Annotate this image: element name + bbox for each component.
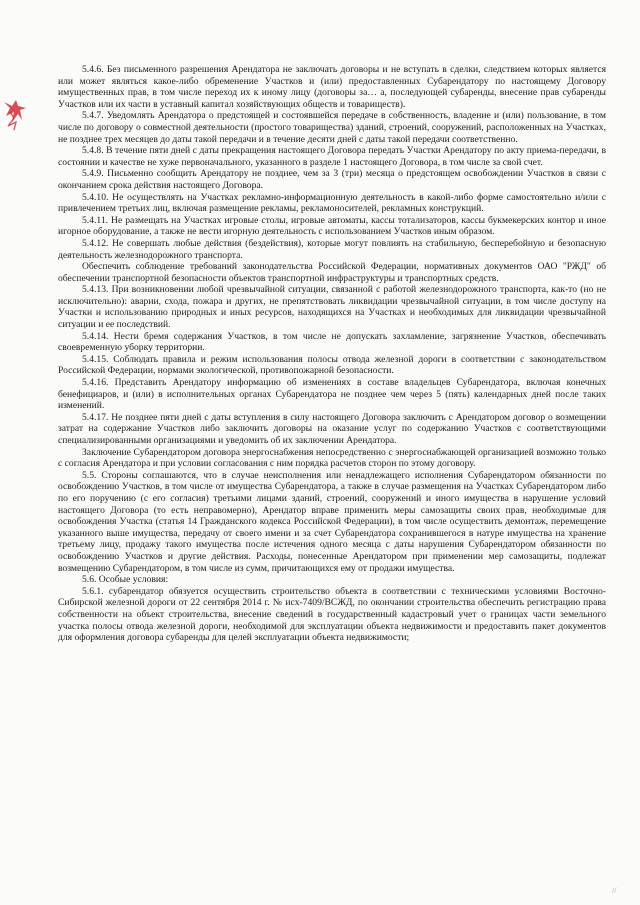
clause-5-6-1: 5.6.1. субарендатор обязуется осуществить строительство объекта в соответствии с техническими условиями Восточно-Сибирской железной дороги от 22 сентября 2014 г. № исх-7409/ВСЖД, по окончании строительства обеспечить регистрацию права собственности на объект строительства, внесение сведений в государственный кадастровый учет о границах части земельного участка полосы отвода железной дороги, необходимой для эксплуатации объекта недвижимости и предоставить пакет документов для оформления договора субаренды для целей эксплуатации объекта недвижимости; xyxy=(58,585,606,644)
clause-5-4-16: 5.4.16. Представить Арендатору информацию об изменениях в составе владельцев Субарендатора, включая конечных бенефициаров, и (или) в исполнительных органах Субарендатора не позднее чем через 5 (пять) календарных дней после таких изменений. xyxy=(58,377,606,412)
clause-5-4-11: 5.4.11. Не размещать на Участках игровые столы, игровые автоматы, кассы тотализаторов, кассы букмекерских контор и иное игорное оборудование, а также не вести игорную деятельность с использованием Участков иным образом. xyxy=(58,214,606,238)
clause-5-4-17: 5.4.17. Не позднее пяти дней с даты вступления в силу настоящего Договора заключить с Арендатором договор о возмещении затрат на содержание Участков либо заключить договоры на оказание услуг по содержанию Участков с соответствующими специализированными организациями и уведомить об их заключении Арендатора. xyxy=(58,411,606,446)
document-body xyxy=(58,64,606,644)
red-stamp-fragment-icon xyxy=(0,98,28,134)
corner-mark: // xyxy=(612,886,617,895)
energy-supply-paragraph: Заключение Субарендатором договора энергоснабжения непосредственно с энергоснабжающей организацией возможно только с согласия Арендатора и при условии согласования с ним порядка расчетов сторон по этому договору. xyxy=(58,446,606,470)
clause-5-4-10: 5.4.10. Не осуществлять на Участках рекламно-информационную деятельность в какой-либо форме самостоятельно и/или с привлечением третьих лиц, включая размещение рекламы, рекламоносителей, рекламных конструкций. xyxy=(58,191,606,215)
clause-5-5: 5.5. Стороны соглашаются, что в случае неисполнения или ненадлежащего исполнения Субарендатором обязанности по освобождению Участков, в том числе от имущества Субарендатора, а также в случае размещения на Участках Субарендатором либо по его поручению (с его согласия) третьими лицами зданий, строений, сооружений и иного имущества в нарушение условий настоящего Договора (то есть неправомерно), Арендатор вправе применить меры самозащиты своих прав, необходимые для освобождения Участка (статья 14 Гражданского кодекса Российской Федерации), в том числе осуществить демонтаж, перемещение указанного выше имущества, передачу от своего имени и за счет Субарендатора сохранившегося в натуре имущества на хранение третьему лицу, продажу такого имущества после истечения одного месяца с даты нарушения Субарендатором обязанности по освобождению Участков и другие действия. Расходы, понесенные Арендатором при применении мер самозащиты, подлежат возмещению Субарендатором, в том числе из сумм, причитающихся ему от продажи имущества. xyxy=(58,469,606,574)
clause-5-4-9: 5.4.9. Письменно сообщить Арендатору не позднее, чем за 3 (три) месяца о предстоящем освобождении Участков в связи с окончанием срока действия настоящего Договора. xyxy=(58,168,606,191)
clause-5-4-8: 5.4.8. В течение пяти дней с даты прекращения настоящего Договора передать Участки Арендатору по акту приема-передачи, в состоянии и качестве не хуже первоначального, указанного в разделе 1 настоящего Договора, в том числе за свой счет. xyxy=(58,145,606,168)
clause-5-4-13: 5.4.13. При возникновении любой чрезвычайной ситуации, связанной с работой железнодорожного транспорта, как-то (но не исключительно): аварии, схода, пожара и других, не препятствовать ликвидации чрезвычайной ситуации, в том числе доступу на Участки и использованию природных и иных ресурсов, находящихся на Участках и необходимых для ликвидации чрезвычайной ситуации и ее последствий. xyxy=(58,284,606,331)
clause-5-4-7: 5.4.7. Уведомлять Арендатора о предстоящей и состоявшейся передаче в собственность, владение и (или) пользование, в том числе по договору о совместной деятельности (простого товарищества) зданий, строений, сооружений, расположенных на Участках, не позднее трех месяцев до даты такой передачи и в течение десяти дней с даты такой передачи соответственно. xyxy=(58,110,606,145)
clause-5-4-14: 5.4.14. Нести бремя содержания Участков, в том числе не допускать захламление, загрязнение Участков, обеспечивать своевременную уборку территории. xyxy=(58,330,606,354)
clause-5-4-12: 5.4.12. Не совершать любые действия (бездействия), которые могут повлиять на стабильную, бесперебойную и безопасную деятельность железнодорожного транспорта. xyxy=(58,237,606,261)
clause-5-4-6: 5.4.6. Без письменного разрешения Арендатора не заключать договоры и не вступать в сделки, следствием которых является или может являться какое-либо обременение Участков и (или) предоставленных Субарендатору по настоящему Договору имущественных прав, в том числе переход их к иному лицу (договоры за… а, последующей субаренды, внесение прав субаренды Участков или их части в уставный капитал хозяйствующих обществ и товариществ). xyxy=(58,64,606,110)
transport-security-paragraph: Обеспечить соблюдение требований законодательства Российской Федерации, нормативных документов ОАО "РЖД" об обеспечении транспортной безопасности объектов транспортной инфраструктуры и транспортных средств. xyxy=(58,261,606,284)
clause-5-4-15: 5.4.15. Соблюдать правила и режим использования полосы отвода железной дороги в соответствии с законодательством Российской Федерации, нормами экологической, противопожарной безопасности. xyxy=(58,353,606,377)
clause-5-6: 5.6. Особые условия: xyxy=(82,574,169,586)
